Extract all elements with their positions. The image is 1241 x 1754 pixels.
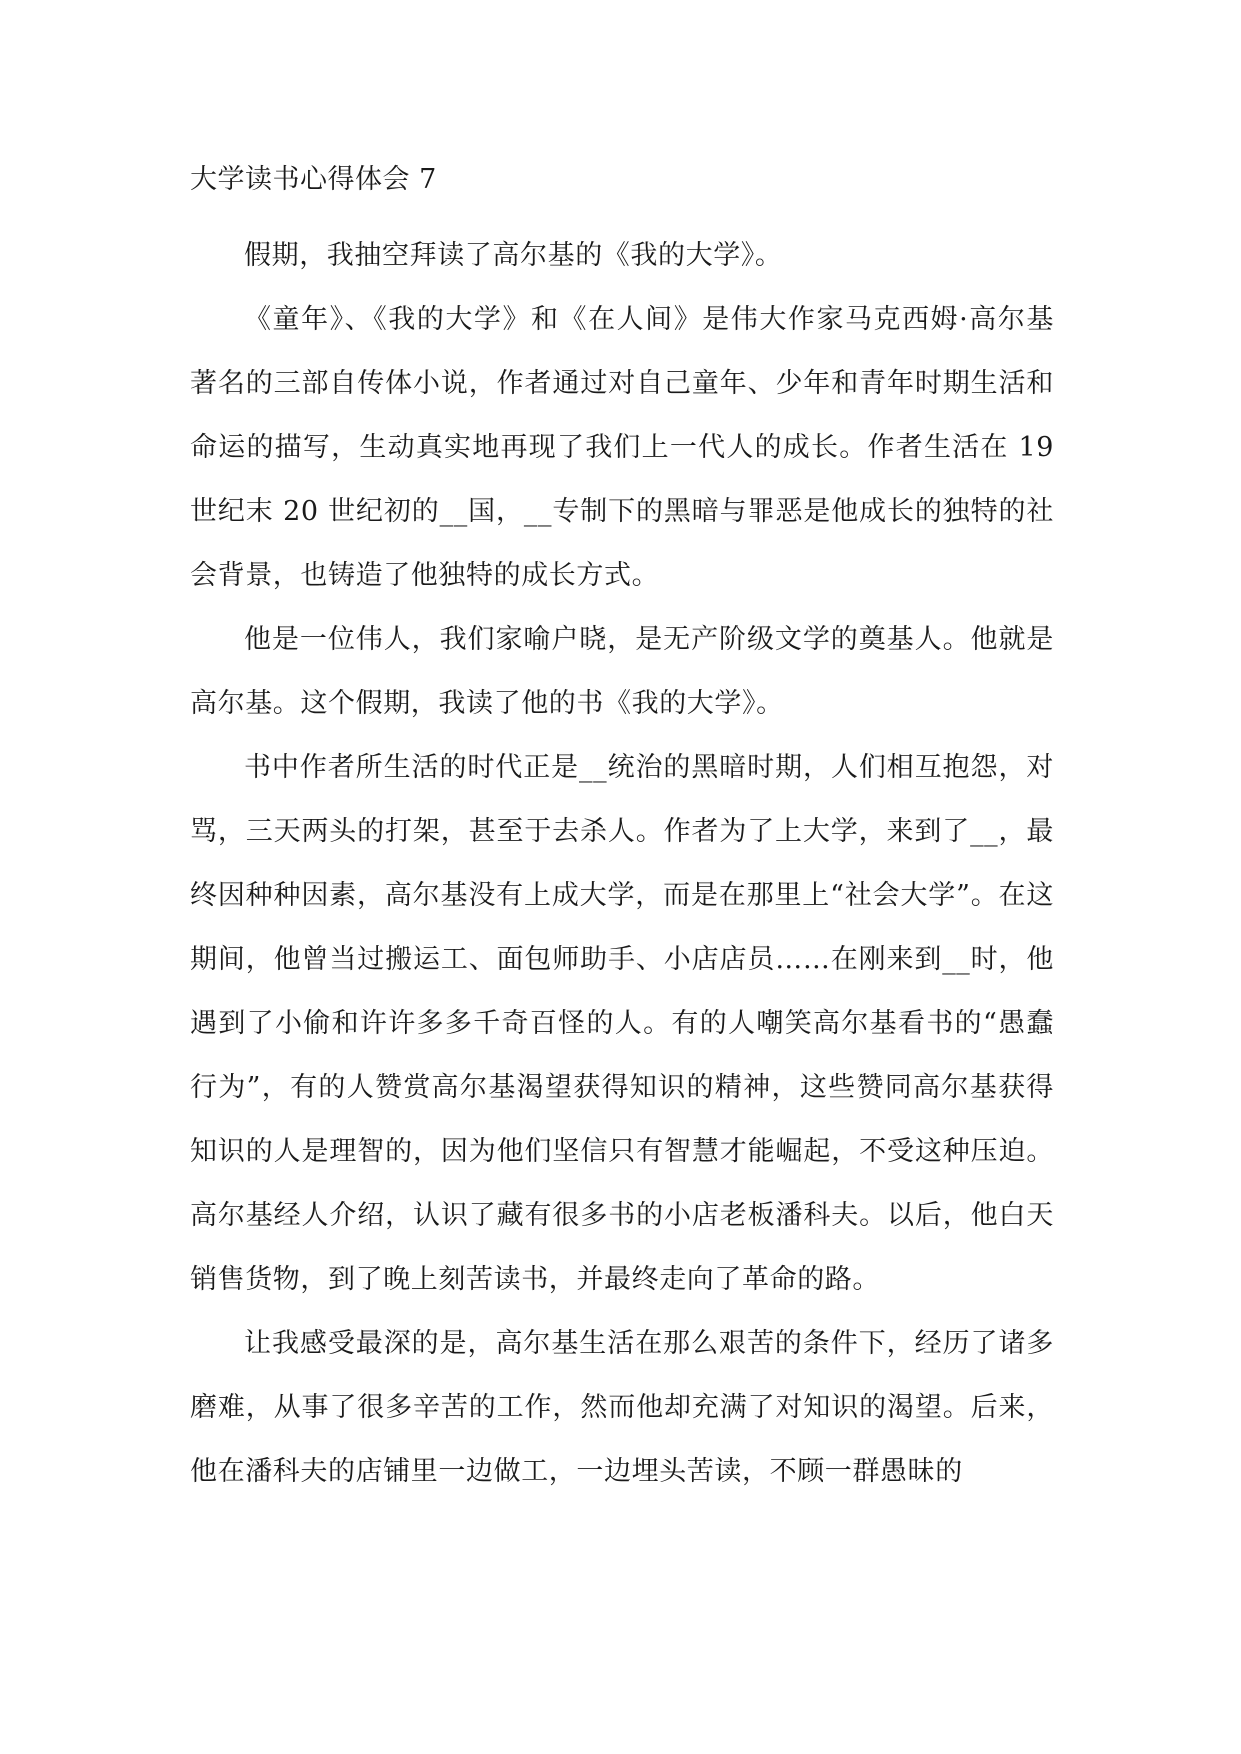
paragraph-1: 假期，我抽空拜读了高尔基的《我的大学》。	[244, 240, 783, 271]
document-body	[190, 160, 1054, 1504]
paragraph-3: 他是一位伟人，我们家喻户晓，是无产阶级文学的奠基人。他就是高尔基。这个假期，我读了他的书《我的大学》。	[190, 624, 1054, 719]
paragraph-4: 书中作者所生活的时代正是__统治的黑暗时期，人们相互抱怨，对骂，三天两头的打架，甚至于去杀人。作者为了上大学，来到了__，最终因种种因素，高尔基没有上成大学，而是在那里上“社会大学”。在这期间，他曾当过搬运工、面包师助手、小店店员……在刚来到__时，他遇到了小偷和许许多多千奇百怪的人。有的人嘲笑高尔基看书的“愚蠢行为”，有的人赞赏高尔基渴望获得知识的精神，这些赞同高尔基获得知识的人是理智的，因为他们坚信只有智慧才能崛起，不受这种压迫。高尔基经人介绍，认识了藏有很多书的小店老板潘科夫。以后，他白天销售货物，到了晚上刻苦读书，并最终走向了革命的路。	[190, 752, 1054, 1295]
paragraph-2: 《童年》、《我的大学》和《在人间》是伟大作家马克西姆·高尔基著名的三部自传体小说，作者通过对自己童年、少年和青年时期生活和命运的描写，生动真实地再现了我们上一代人的成长。作者生活在 19 世纪末 20 世纪初的__国，__专制下的黑暗与罪恶是他成长的独特的社会背景，也铸造了他独特的成长方式。	[190, 304, 1054, 591]
document-title: 大学读书心得体会 7	[190, 164, 437, 195]
paragraph-5: 让我感受最深的是，高尔基生活在那么艰苦的条件下，经历了诸多磨难，从事了很多辛苦的工作，然而他却充满了对知识的渴望。后来，他在潘科夫的店铺里一边做工，一边埋头苦读，不顾一群愚昧的	[190, 1328, 1054, 1487]
